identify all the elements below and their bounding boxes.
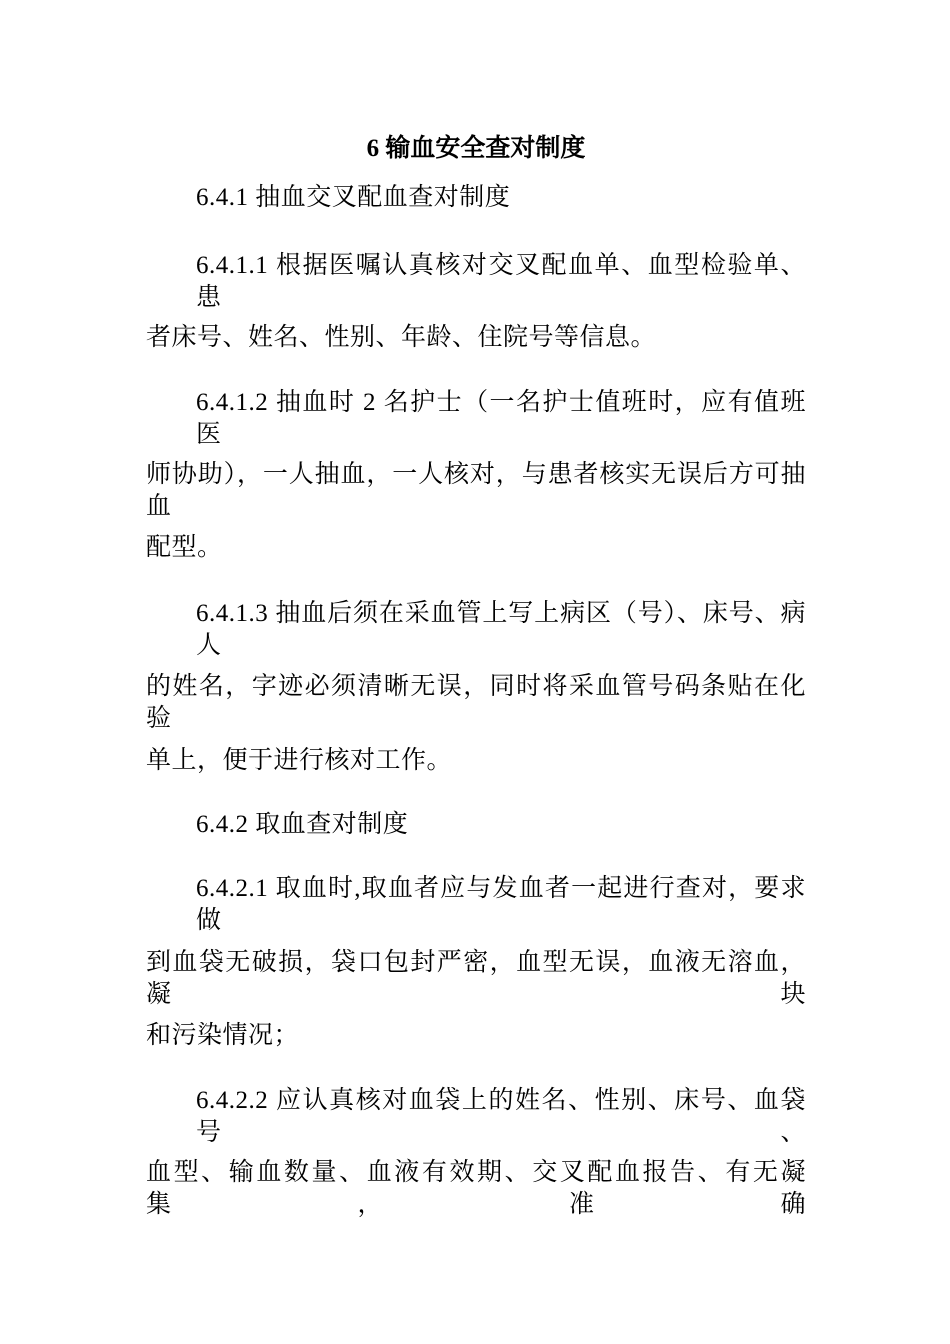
paragraph-line: 单上，便于进行核对工作。 — [146, 747, 453, 774]
paragraph-line: 师协助），一人抽血，一人核对，与患者核实无误后方可抽血 — [146, 461, 806, 520]
paragraph-line: 的姓名，字迹必须清晰无误，同时将采血管号码条贴在化验 — [146, 673, 806, 732]
section-heading-6-4-1: 6.4.1 抽血交叉配血查对制度 — [196, 184, 511, 211]
paragraph-line: 和污染情况； — [146, 1022, 300, 1049]
paragraph-line: 6.4.2.1 取血时,取血者应与发血者一起进行查对，要求做 — [196, 875, 806, 934]
paragraph-line: 6.4.1.2 抽血时 2 名护士（一名护士值班时，应有值班医 — [196, 389, 806, 448]
paragraph-line: 6.4.1.1 根据医嘱认真核对交叉配血单、血型检验单、患 — [196, 252, 806, 311]
paragraph-line: 者床号、姓名、性别、年龄、住院号等信息。 — [146, 324, 657, 351]
section-heading-6-4-2: 6.4.2 取血查对制度 — [196, 811, 409, 838]
document-title: 6 输血安全查对制度 — [366, 135, 586, 162]
paragraph-line: 6.4.1.3 抽血后须在采血管上写上病区（号）、床号、病人 — [196, 600, 806, 659]
paragraph-line: 6.4.2.2 应认真核对血袋上的姓名、性别、床号、血袋号、 — [196, 1087, 806, 1146]
paragraph-line: 血型、输血数量、血液有效期、交叉配血报告、有无凝集，准确 — [146, 1159, 806, 1218]
paragraph-line: 配型。 — [146, 534, 223, 561]
paragraph-line: 到血袋无破损，袋口包封严密，血型无误，血液无溶血，凝块 — [146, 949, 806, 1008]
